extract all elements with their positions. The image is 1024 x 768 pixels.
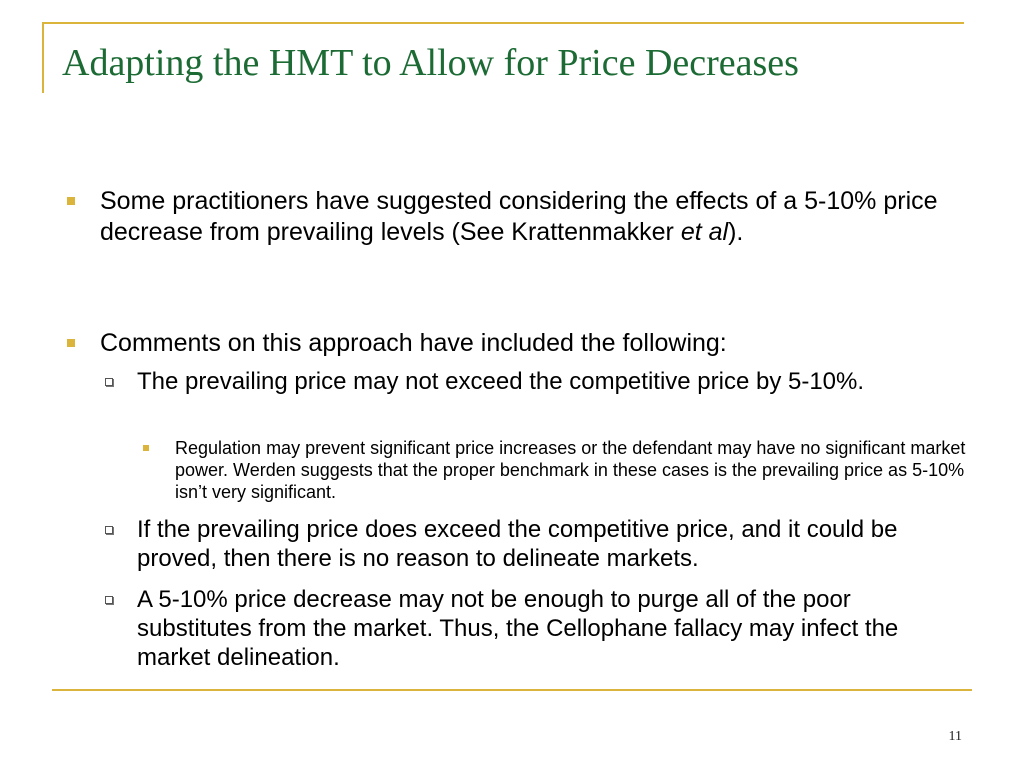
subbullet-prevailing-price bbox=[137, 367, 947, 396]
top-border-rule bbox=[42, 22, 964, 24]
bullet-text: Some practitioners have suggested considering the effects of a 5-10% price decrease from prevailing levels (See Krattenmakker et al). bbox=[100, 187, 938, 246]
small-square-bullet-icon bbox=[143, 445, 149, 451]
hollow-square-bullet-icon bbox=[105, 526, 113, 534]
subsubbullet-text: Regulation may prevent significant price increases or the defendant may have no significant market power. Werden suggests that the proper benchmark in these cases is the prevailing price as 5-10% isn’t very significant. bbox=[175, 438, 966, 502]
bullet-text: Comments on this approach have included the following: bbox=[100, 329, 727, 357]
subbullet-text: If the prevailing price does exceed the competitive price, and it could be proved, then there is no reason to delineate markets. bbox=[137, 516, 898, 572]
square-bullet-icon bbox=[67, 197, 75, 205]
subsubbullet-regulation bbox=[175, 437, 975, 503]
bullet-comments bbox=[100, 328, 970, 359]
left-border-rule bbox=[42, 22, 44, 93]
bullet-practitioners bbox=[100, 186, 970, 248]
bottom-border-rule bbox=[52, 689, 972, 691]
hollow-square-bullet-icon bbox=[105, 378, 113, 386]
page-number: 11 bbox=[948, 729, 962, 744]
hollow-square-bullet-icon bbox=[105, 596, 113, 604]
subbullet-text: The prevailing price may not exceed the competitive price by 5-10%. bbox=[137, 368, 865, 395]
square-bullet-icon bbox=[67, 339, 75, 347]
subbullet-text: A 5-10% price decrease may not be enough to purge all of the poor substitutes from the market. Thus, the Cellophane fallacy may infect the market delineation. bbox=[137, 586, 899, 671]
slide-title: Adapting the HMT to Allow for Price Decreases bbox=[62, 42, 799, 84]
subbullet-exceed-competitive bbox=[137, 515, 947, 573]
subbullet-price-decrease bbox=[137, 585, 947, 672]
